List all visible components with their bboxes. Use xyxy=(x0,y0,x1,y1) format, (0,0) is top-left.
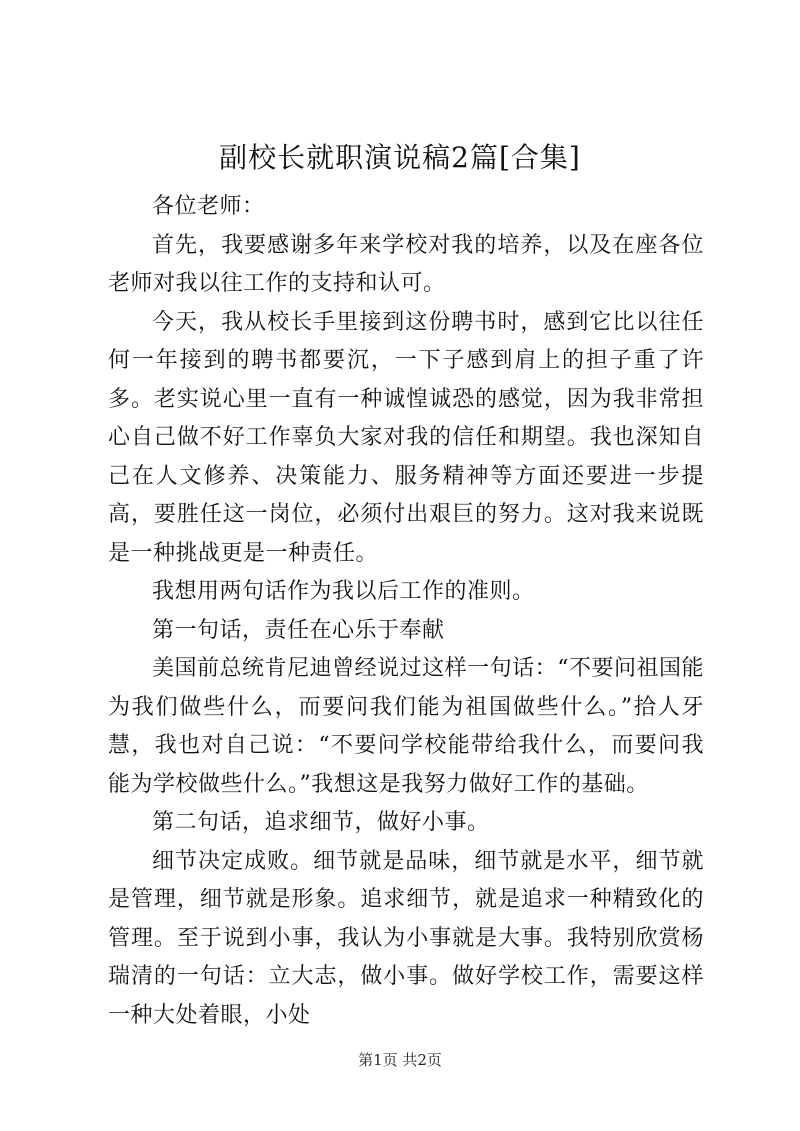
paragraph-principles-intro: 我想用两句话作为我以后工作的准则。 xyxy=(152,579,535,604)
paragraph-details: 细节决定成败。细节就是品味，细节就是水平，细节就是管理，细节就是形象。追求细节，就是追求一种精致化的管理。至于说到小事，我认为小事就是大事。我特别欣赏杨瑞清的一句话：立大志，做小事。做好学校工作，需要这样一种大处着眼，小处 xyxy=(108,848,704,1028)
page-footer: 第1页 共2页 xyxy=(358,1051,442,1069)
paragraph-first-principle: 第一句话，责任在心乐于奉献 xyxy=(152,617,445,643)
paragraph-kennedy-quote: 美国前总统肯尼迪曾经说过这样一句话：“不要问祖国能为我们做些什么，而要问我们能为祖国做些什么。”拾人牙慧，我也对自己说：“不要问学校能带给我什么，而要问我能为学校做些什么。”我想这是我努力做好工作的基础。 xyxy=(108,656,704,797)
paragraph-thanks: 首先，我要感谢多年来学校对我的培养，以及在座各位老师对我以往工作的支持和认可。 xyxy=(108,232,704,296)
paragraph-appointment: 今天，我从校长手里接到这份聘书时，感到它比以往任何一年接到的聘书都要沉，一下子感到肩上的担子重了许多。老实说心里一直有一种诚惶诚恐的感觉，因为我非常担心自己做不好工作辜负大家对我的信任和期望。我也深知自己在人文修养、决策能力、服务精神等方面还要进一步提高，要胜任这一岗位，必须付出艰巨的努力。这对我来说既是一种挑战更是一种责任。 xyxy=(108,309,704,566)
document-body xyxy=(108,188,704,1035)
document-title: 副校长就职演说稿2篇[合集] xyxy=(219,141,581,174)
paragraph-second-principle: 第二句话，追求细节，做好小事。 xyxy=(152,810,490,835)
paragraph-salutation: 各位老师： xyxy=(152,194,265,219)
